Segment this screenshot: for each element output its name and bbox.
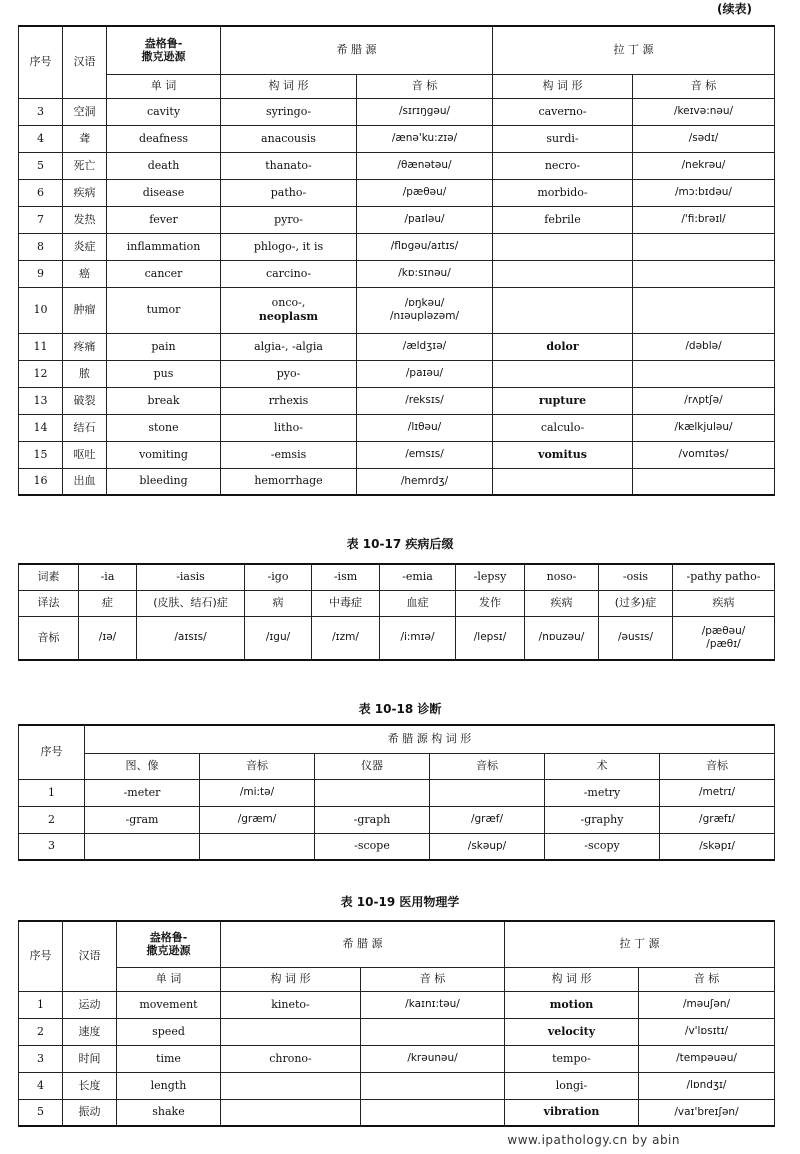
header-greek-form: 构 词 形 <box>221 74 357 98</box>
row-num: 3 <box>19 1045 63 1072</box>
suffix-cell: -emia <box>380 564 456 590</box>
table-row <box>19 441 775 468</box>
header-latin-pron: 音 标 <box>633 74 775 98</box>
row-greek-pron: /pæθəu/ <box>357 179 493 206</box>
suffix-cell: 疾病 <box>673 590 775 616</box>
row-chinese: 出血 <box>63 468 107 495</box>
header-greek-pron: 音 标 <box>361 967 505 991</box>
row-word: cancer <box>107 260 221 287</box>
row-greek-pron <box>357 287 493 333</box>
row-latin-pron: /dəblə/ <box>633 333 775 360</box>
row-chinese: 脓 <box>63 360 107 387</box>
row-label: 音标 <box>19 616 79 660</box>
row-greek-pron: /paɪəu/ <box>357 360 493 387</box>
row-greek-form: pyro- <box>221 206 357 233</box>
row-greek-pron: /θænətəu/ <box>357 152 493 179</box>
row-num: 5 <box>19 152 63 179</box>
row-greek-pron: /flɒgəu/aɪtɪs/ <box>357 233 493 260</box>
row-chinese: 死亡 <box>63 152 107 179</box>
row-chinese: 呕吐 <box>63 441 107 468</box>
row-latin-form <box>493 287 633 333</box>
table-row <box>19 564 775 590</box>
row-word: fever <box>107 206 221 233</box>
row-word: cavity <box>107 98 221 125</box>
table-row <box>19 468 775 495</box>
row-greek-pron: /paɪləu/ <box>357 206 493 233</box>
diag-cell: -scope <box>315 833 430 860</box>
row-chinese: 结石 <box>63 414 107 441</box>
row-word: stone <box>107 414 221 441</box>
row-greek-pron: /sɪrɪŋgəu/ <box>357 98 493 125</box>
row-greek-form: phlogo-, it is <box>221 233 357 260</box>
diag-cell: /metrɪ/ <box>660 779 775 806</box>
header-image: 图、像 <box>85 753 200 779</box>
suffix-cell <box>673 616 775 660</box>
table-row <box>19 1045 775 1072</box>
table-row <box>19 616 775 660</box>
diag-cell: /skəpɪ/ <box>660 833 775 860</box>
suffix-cell: 中毒症 <box>312 590 380 616</box>
suffix-cell: /ɪzm/ <box>312 616 380 660</box>
header-num: 序号 <box>19 921 63 991</box>
header-greek-form: 构 词 形 <box>221 967 361 991</box>
diag-cell <box>315 779 430 806</box>
table-row <box>19 991 775 1018</box>
suffix-cell: /i:mɪə/ <box>380 616 456 660</box>
row-num: 10 <box>19 287 63 333</box>
diag-cell: -graphy <box>545 806 660 833</box>
row-num: 1 <box>19 779 85 806</box>
row-greek-pron: /ænə'ku:zɪə/ <box>357 125 493 152</box>
suffix-cell: -lepsy <box>456 564 525 590</box>
row-greek-form: algia-, -algia <box>221 333 357 360</box>
row-latin-pron: /rʌptʃə/ <box>633 387 775 414</box>
row-latin-pron: /'fi:brəɪl/ <box>633 206 775 233</box>
row-num: 8 <box>19 233 63 260</box>
table-row <box>19 833 775 860</box>
watermark: www.ipathology.cn by abin <box>507 1133 680 1147</box>
header-latin: 拉 丁 源 <box>505 921 775 967</box>
row-greek-form-line: onco-, <box>271 296 306 310</box>
row-greek-form: litho- <box>221 414 357 441</box>
row-greek-form: pyo- <box>221 360 357 387</box>
row-latin-form: necro- <box>493 152 633 179</box>
row-latin-form: vomitus <box>493 441 633 468</box>
row-word: death <box>107 152 221 179</box>
row-latin-pron: /sədɪ/ <box>633 125 775 152</box>
row-num: 16 <box>19 468 63 495</box>
row-word: deafness <box>107 125 221 152</box>
header-num: 序号 <box>19 26 63 98</box>
row-latin-pron: /keɪvə:nəu/ <box>633 98 775 125</box>
table-row <box>19 1072 775 1099</box>
suffix-cell: -ia <box>79 564 137 590</box>
suffix-cell: /əusɪs/ <box>599 616 673 660</box>
diag-cell <box>85 833 200 860</box>
row-latin-pron: /vomɪtəs/ <box>633 441 775 468</box>
table-row <box>19 333 775 360</box>
row-num: 12 <box>19 360 63 387</box>
continued-label: (续表) <box>717 2 752 16</box>
row-latin-pron: /tempəuəu/ <box>639 1045 775 1072</box>
header-greek: 希 腊 源 <box>221 26 493 74</box>
header-latin-pron: 音 标 <box>639 967 775 991</box>
row-num: 13 <box>19 387 63 414</box>
row-latin-form: motion <box>505 991 639 1018</box>
table-row <box>19 1099 775 1126</box>
suffix-cell: -iasis <box>137 564 245 590</box>
row-chinese: 空洞 <box>63 98 107 125</box>
row-num: 4 <box>19 1072 63 1099</box>
table-row <box>19 206 775 233</box>
row-num: 6 <box>19 179 63 206</box>
row-latin-form <box>493 233 633 260</box>
suffix-cell: -osis <box>599 564 673 590</box>
header-greek-pron: 音 标 <box>357 74 493 98</box>
row-greek-pron: /krəunəu/ <box>361 1045 505 1072</box>
table-row <box>19 260 775 287</box>
diag-cell: -meter <box>85 779 200 806</box>
suffix-cell: 症 <box>79 590 137 616</box>
header-pron: 音标 <box>430 753 545 779</box>
row-label: 译法 <box>19 590 79 616</box>
header-word: 单 词 <box>107 74 221 98</box>
row-word: length <box>117 1072 221 1099</box>
row-latin-pron: /kælkjuləu/ <box>633 414 775 441</box>
row-latin-form: surdi- <box>493 125 633 152</box>
row-latin-form: dolor <box>493 333 633 360</box>
suffix-cell: 发作 <box>456 590 525 616</box>
table-row <box>19 98 775 125</box>
row-greek-pron: /reksɪs/ <box>357 387 493 414</box>
row-latin-form: longi- <box>505 1072 639 1099</box>
header-chinese: 汉语 <box>63 26 107 98</box>
row-num: 1 <box>19 991 63 1018</box>
row-greek-form: kineto- <box>221 991 361 1018</box>
suffix-cell: -ism <box>312 564 380 590</box>
row-greek-form: hemorrhage <box>221 468 357 495</box>
row-latin-form <box>493 360 633 387</box>
row-latin-form: velocity <box>505 1018 639 1045</box>
table-row <box>19 779 775 806</box>
row-latin-form: vibration <box>505 1099 639 1126</box>
row-chinese: 长度 <box>63 1072 117 1099</box>
row-greek-form: thanato- <box>221 152 357 179</box>
row-latin-pron: /v'lɒsɪtɪ/ <box>639 1018 775 1045</box>
diag-cell: /græm/ <box>200 806 315 833</box>
table-row <box>19 414 775 441</box>
row-greek-form-line: neoplasm <box>258 310 319 323</box>
suffix-cell: 病 <box>245 590 312 616</box>
row-chinese: 速度 <box>63 1018 117 1045</box>
row-greek-pron-line: /ɒŋkəu/ <box>404 296 445 309</box>
row-latin-pron <box>633 360 775 387</box>
row-word: pain <box>107 333 221 360</box>
row-latin-form <box>493 468 633 495</box>
row-latin-pron <box>633 233 775 260</box>
diag-cell: -graph <box>315 806 430 833</box>
row-latin-pron: /nekrəu/ <box>633 152 775 179</box>
row-latin-pron: /vaɪ'breɪʃən/ <box>639 1099 775 1126</box>
row-chinese: 癌 <box>63 260 107 287</box>
table-row <box>19 1018 775 1045</box>
row-word: break <box>107 387 221 414</box>
header-pron: 音标 <box>200 753 315 779</box>
row-chinese: 发热 <box>63 206 107 233</box>
table-row <box>19 287 775 333</box>
table-diagnosis <box>18 724 775 861</box>
row-num: 9 <box>19 260 63 287</box>
row-greek-pron: /kaɪnɪ:təu/ <box>361 991 505 1018</box>
suffix-cell: /lepsɪ/ <box>456 616 525 660</box>
row-word: pus <box>107 360 221 387</box>
header-chinese: 汉语 <box>63 921 117 991</box>
row-word: disease <box>107 179 221 206</box>
row-word: time <box>117 1045 221 1072</box>
table-row <box>19 233 775 260</box>
row-chinese: 疾病 <box>63 179 107 206</box>
suffix-cell: (皮肤、结石)症 <box>137 590 245 616</box>
diag-cell: /skəup/ <box>430 833 545 860</box>
row-word: vomiting <box>107 441 221 468</box>
row-greek-pron <box>361 1072 505 1099</box>
row-chinese: 时间 <box>63 1045 117 1072</box>
row-chinese: 聋 <box>63 125 107 152</box>
diag-cell <box>430 779 545 806</box>
suffix-cell: -igo <box>245 564 312 590</box>
row-greek-pron: /kɒ:sɪnəu/ <box>357 260 493 287</box>
row-greek-pron: /emsɪs/ <box>357 441 493 468</box>
row-greek-form: syringo- <box>221 98 357 125</box>
row-word: speed <box>117 1018 221 1045</box>
row-greek-pron <box>361 1018 505 1045</box>
row-chinese: 肿瘤 <box>63 287 107 333</box>
diag-cell: /græfɪ/ <box>660 806 775 833</box>
table-row <box>19 387 775 414</box>
header-latin: 拉 丁 源 <box>493 26 775 74</box>
row-latin-pron <box>633 260 775 287</box>
header-word: 单 词 <box>117 967 221 991</box>
row-greek-form: chrono- <box>221 1045 361 1072</box>
row-greek-form: carcino- <box>221 260 357 287</box>
row-greek-pron <box>361 1099 505 1126</box>
suffix-cell: /nɒuzəu/ <box>525 616 599 660</box>
diag-cell: /græf/ <box>430 806 545 833</box>
row-greek-pron: /hemrdʒ/ <box>357 468 493 495</box>
row-chinese: 疼痛 <box>63 333 107 360</box>
row-greek-pron: /lɪθəu/ <box>357 414 493 441</box>
row-word: shake <box>117 1099 221 1126</box>
row-greek-form <box>221 287 357 333</box>
row-num: 11 <box>19 333 63 360</box>
diag-cell <box>200 833 315 860</box>
row-latin-form: febrile <box>493 206 633 233</box>
row-greek-pron-line: /nɪəupləzəm/ <box>390 310 459 322</box>
suffix-cell: /ɪgu/ <box>245 616 312 660</box>
row-label: 词素 <box>19 564 79 590</box>
table-row <box>19 360 775 387</box>
row-latin-form: morbido- <box>493 179 633 206</box>
table-row <box>19 179 775 206</box>
table-row <box>19 806 775 833</box>
row-latin-pron <box>633 468 775 495</box>
suffix-cell: /aɪsɪs/ <box>137 616 245 660</box>
row-num: 3 <box>19 98 63 125</box>
diag-cell: -metry <box>545 779 660 806</box>
suffix-cell-line: /pæθəu/ <box>701 624 746 637</box>
row-num: 14 <box>19 414 63 441</box>
table-caption-10-19: 表 10-19 医用物理学 <box>340 895 460 909</box>
row-chinese: 破裂 <box>63 387 107 414</box>
row-word: movement <box>117 991 221 1018</box>
table-disease-suffixes <box>18 563 775 661</box>
suffix-cell: noso- <box>525 564 599 590</box>
row-latin-pron <box>633 287 775 333</box>
row-greek-form <box>221 1018 361 1045</box>
row-num: 5 <box>19 1099 63 1126</box>
table-word-roots-continued <box>18 25 775 496</box>
row-greek-pron: /ældʒɪə/ <box>357 333 493 360</box>
suffix-cell: -pathy patho- <box>673 564 775 590</box>
diag-cell: -scopy <box>545 833 660 860</box>
suffix-cell: 疾病 <box>525 590 599 616</box>
row-greek-form: rrhexis <box>221 387 357 414</box>
suffix-cell-line: /pæθɪ/ <box>706 637 741 650</box>
header-anglo-saxon: 盎格鲁- 撒克逊源 <box>107 26 221 74</box>
header-greek-forms: 希 腊 源 构 词 形 <box>85 725 775 753</box>
header-latin-form: 构 词 形 <box>493 74 633 98</box>
row-num: 3 <box>19 833 85 860</box>
header-num: 序号 <box>19 725 85 779</box>
row-num: 2 <box>19 806 85 833</box>
row-latin-form: calculo- <box>493 414 633 441</box>
table-row <box>19 152 775 179</box>
row-latin-pron: /mɔ:bɪdəu/ <box>633 179 775 206</box>
row-greek-form: -emsis <box>221 441 357 468</box>
row-latin-pron: /məuʃən/ <box>639 991 775 1018</box>
row-word: tumor <box>107 287 221 333</box>
row-greek-form: anacousis <box>221 125 357 152</box>
row-chinese: 炎症 <box>63 233 107 260</box>
table-medical-physics <box>18 920 775 1127</box>
row-chinese: 运动 <box>63 991 117 1018</box>
row-latin-form: tempo- <box>505 1045 639 1072</box>
row-latin-form: caverno- <box>493 98 633 125</box>
header-greek: 希 腊 源 <box>221 921 505 967</box>
header-latin-form: 构 词 形 <box>505 967 639 991</box>
header-instrument: 仪器 <box>315 753 430 779</box>
row-word: bleeding <box>107 468 221 495</box>
row-word: inflammation <box>107 233 221 260</box>
row-num: 7 <box>19 206 63 233</box>
row-greek-form: patho- <box>221 179 357 206</box>
header-technique: 术 <box>545 753 660 779</box>
table-row <box>19 125 775 152</box>
diag-cell: -gram <box>85 806 200 833</box>
suffix-cell: /ɪə/ <box>79 616 137 660</box>
row-latin-pron: /lɒndʒɪ/ <box>639 1072 775 1099</box>
table-row <box>19 590 775 616</box>
row-latin-form <box>493 260 633 287</box>
suffix-cell: 血症 <box>380 590 456 616</box>
row-num: 15 <box>19 441 63 468</box>
row-greek-form <box>221 1099 361 1126</box>
table-caption-10-18: 表 10-18 诊断 <box>358 702 442 716</box>
row-chinese: 振动 <box>63 1099 117 1126</box>
row-num: 2 <box>19 1018 63 1045</box>
header-pron: 音标 <box>660 753 775 779</box>
header-anglo-saxon: 盎格鲁- 撒克逊源 <box>117 921 221 967</box>
row-greek-form <box>221 1072 361 1099</box>
diag-cell: /mi:tə/ <box>200 779 315 806</box>
suffix-cell: (过多)症 <box>599 590 673 616</box>
table-caption-10-17: 表 10-17 疾病后缀 <box>346 537 454 551</box>
row-num: 4 <box>19 125 63 152</box>
row-latin-form: rupture <box>493 387 633 414</box>
